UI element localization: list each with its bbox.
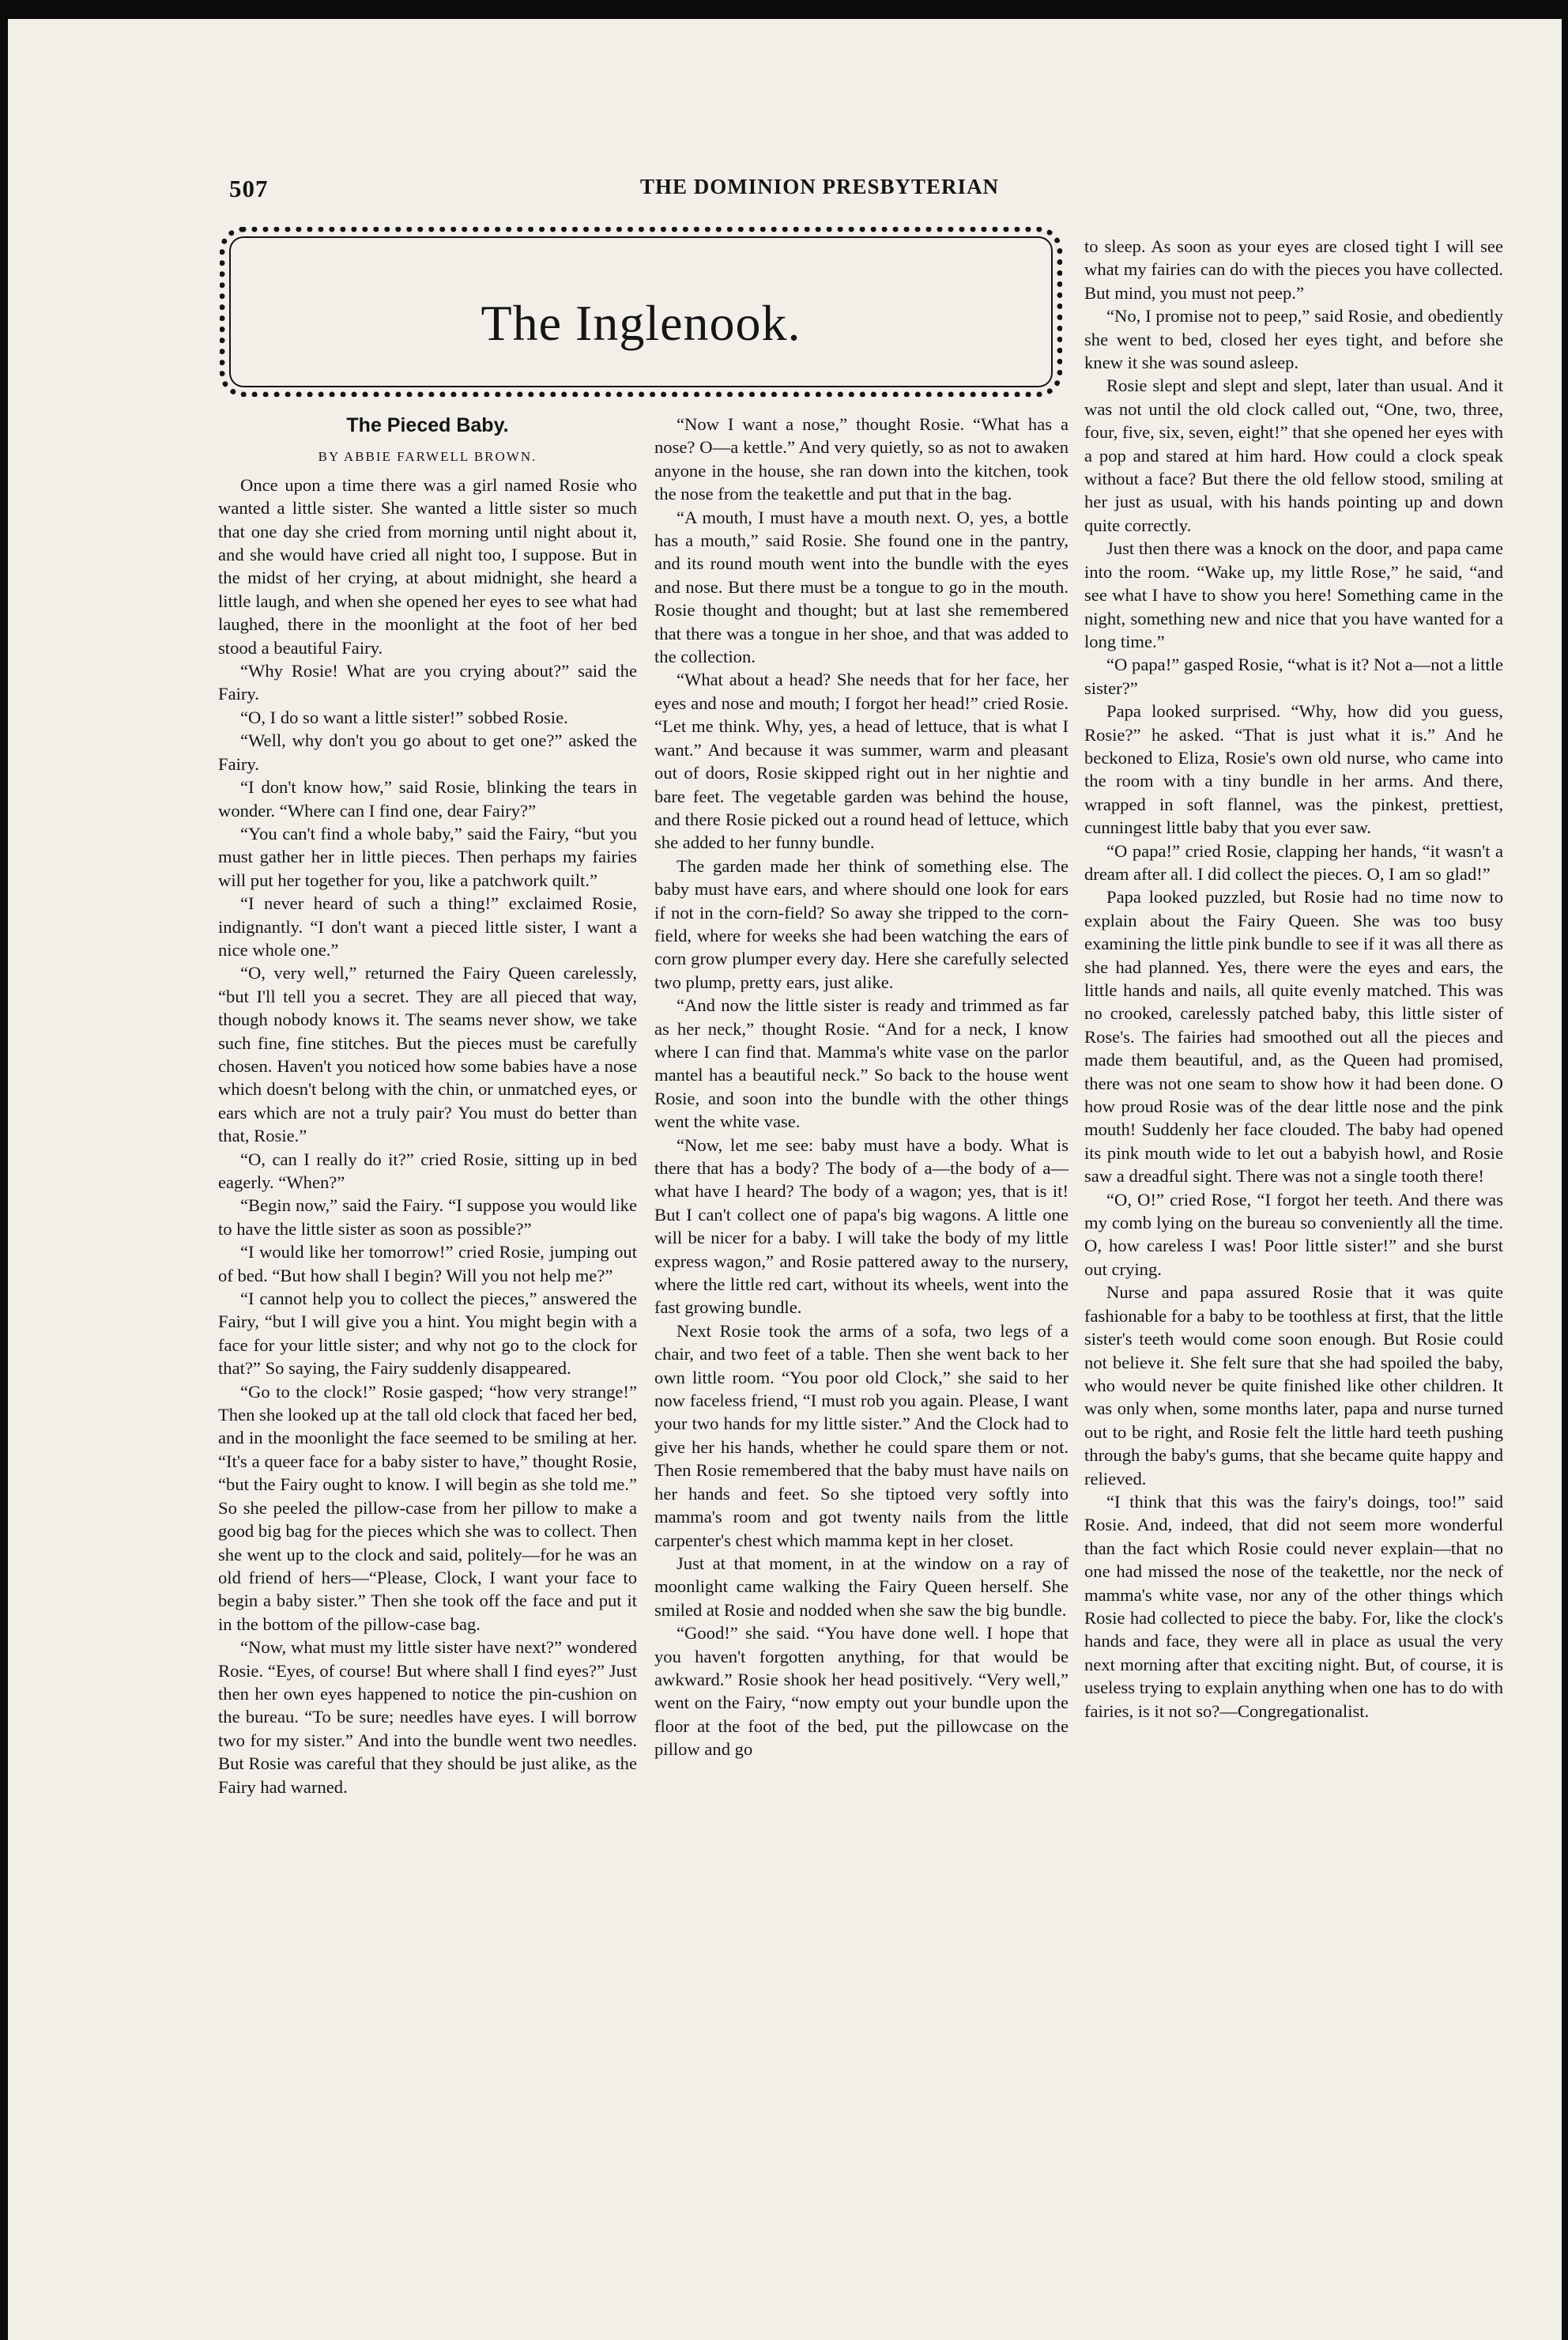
paragraph: Next Rosie took the arms of a sofa, two legs of a chair, and two feet of a table. Then she went back to her own little room. “You poor old Clock,” she said to her now faceless friend, “I must rob you again. Please, I want your two hands for my little sister.” And the Clock had to give her his hands, whether he could spare them or not. Then Rosie remembered that the baby must have nails on her hands and feet. So she tiptoed very softly into mamma's room and got twenty nails from the little carpenter's chest which mamma kept in her closet. [654, 1320, 1069, 1550]
paragraph: “And now the little sister is ready and trimmed as far as her neck,” thought Rosie. “And for a neck, I know where I can find that. Mamma's white vase on the parlor mantel has a beautiful neck.” So back to the house went Rosie, and soon into the bundle with the other things went the white vase. [654, 995, 1069, 1132]
paragraph: “Well, why don't you go about to get one?” asked the Fairy. [218, 730, 637, 774]
section-title: The Inglenook. [481, 295, 801, 351]
paragraph: “I cannot help you to collect the pieces,” answered the Fairy, “but I will give you a hint. You might begin with a face for your little sister; and why not go to the clock for that?” So saying, the Fairy suddenly disappeared. [218, 1289, 637, 1379]
column-left [218, 414, 637, 1798]
paragraph: “Now I want a nose,” thought Rosie. “What has a nose? O—a kettle.” And very quietly, so as not to awaken anyone in the house, she ran down into the kitchen, took the nose from the teakettle and put that in the bag. [654, 414, 1069, 504]
paragraph: Once upon a time there was a girl named Rosie who wanted a little sister. She wanted a little sister so much that one day she cried from morning until night about it, and she would have cried all night too, I suppose. But in the midst of her crying, at about midnight, she heard a little laugh, and when she opened her eyes to see what had laughed, there in the moonlight at the foot of her bed stood a beautiful Fairy. [218, 474, 637, 658]
story-title: The Pieced Baby. [346, 414, 509, 436]
paragraph: Just at that moment, in at the window on a ray of moonlight came walking the Fairy Queen herself. She smiled at Rosie and nodded when she saw the big bundle. [654, 1553, 1069, 1620]
paragraph: “Now, what must my little sister have next?” wondered Rosie. “Eyes, of course! But where shall I find eyes?” Just then her own eyes happened to notice the pin-cushion on the bureau. “To be sure; needles have eyes. I will borrow two for my sister.” And into the bundle went two needles. But Rosie was careful that they should be just alike, as the Fairy had warned. [218, 1637, 637, 1797]
paragraph: “A mouth, I must have a mouth next. O, yes, a bottle has a mouth,” said Rosie. She found one in the pantry, and its round mouth went into the bundle with the eyes and nose. But there must be a tongue to go in the mouth. Rosie thought and thought; but at last she remembered that there was a tongue in her shoe, and that was added to the collection. [654, 507, 1069, 667]
paragraph: “What about a head? She needs that for her face, her eyes and nose and mouth; I forgot her head!” cried Rosie. “Let me think. Why, yes, a head of lettuce, that is what I want.” And because it was summer, warm and pleasant out of doors, Rosie skipped right out in her nightie and bare feet. The vegetable garden was behind the house, and there Rosie picked out a round head of lettuce, which she added to her funny bundle. [654, 670, 1069, 853]
story-byline: BY ABBIE FARWELL BROWN. [318, 449, 537, 465]
paragraph-continuation: to sleep. As soon as your eyes are closed tight I will see what my fairies can do with the pieces you have collected. But mind, you must not peep.” [1084, 236, 1503, 303]
paragraph: “Why Rosie! What are you crying about?” said the Fairy. [218, 661, 637, 704]
paragraph: “I don't know how,” said Rosie, blinking the tears in wonder. “Where can I find one, dear Fairy?” [218, 777, 637, 821]
journal-title: THE DOMINION PRESBYTERIAN [640, 175, 1000, 198]
paragraph: “I would like her tomorrow!” cried Rosie, jumping out of bed. “But how shall I begin? Will you not help me?” [218, 1242, 637, 1285]
paragraph: “O, O!” cried Rose, “I forgot her teeth. And there was my comb lying on the bureau so conveniently all the time. O, how careless I was! Poor little sister!” and she burst out crying. [1084, 1189, 1503, 1279]
paragraph: “Good!” she said. “You have done well. I hope that you haven't forgotten anything, for that would be awkward.” Rosie shook her head positively. “Very well,” went on the Fairy, “now empty out your bundle upon the floor at the foot of the bed, put the pillowcase on the pillow and go [654, 1623, 1069, 1760]
paragraph: Rosie slept and slept and slept, later than usual. And it was not until the old clock called out, “One, two, three, four, five, six, seven, eight!” that she opened her eyes with a pop and stared at him hard. How could a clock speak without a face? But there the old fellow stood, smiling at her just as usual, with his hands pointing up and down quite correctly. [1084, 376, 1503, 535]
paragraph: “Go to the clock!” Rosie gasped; “how very strange!” Then she looked up at the tall old clock that faced her bed, and in the moonlight the face seemed to be smiling at her. “It's a queer face for a baby sister to have,” thought Rosie, “but the Fairy ought to know. I will begin as she told me.” So she peeled the pillow-case from her pillow to make a good big bag for the pieces which she was to collect. Then she went up to the clock and said, politely—for he was an old friend of hers—“Please, Clock, I want your face to begin a baby sister.” Then she took off the face and put it in the bottom of the pillow-case bag. [218, 1381, 637, 1634]
page-number: 507 [229, 175, 269, 202]
paragraph: “O, can I really do it?” cried Rosie, sitting up in bed eagerly. “When?” [218, 1149, 637, 1192]
running-head [8, 175, 1562, 206]
column-right [1084, 235, 1503, 1723]
paragraph: Just then there was a knock on the door, and papa came into the room. “Wake up, my little Rose,” he said, “and see what I have to show you here! Something came in the night, something new and nice that you have wanted for a long time.” [1084, 538, 1503, 651]
paragraph: “Now, let me see: baby must have a body. What is there that has a body? The body of a—the body of a—what have I heard? The body of a wagon; yes, that is it! But I can't collect one of papa's big wagons. A little one will be nicer for a baby. I will take the body of my little express wagon,” and Rosie pattered away to the nursery, where the little red cart, without its wheels, went into the fast growing bundle. [654, 1134, 1069, 1318]
paragraph: “I never heard of such a thing!” exclaimed Rosie, indignantly. “I don't want a pieced little sister, I want a nice whole one.” [218, 893, 637, 960]
paragraph: “I think that this was the fairy's doings, too!” said Rosie. And, indeed, that did not seem more wonderful than the fact which Rosie could never explain—that no one had missed the nose of the teakettle, nor the neck of mamma's white vase, nor any of the other things which Rosie had collected to piece the baby. For, like the clock's hands and face, they were all in place as usual the very next morning after that exciting night. But, of course, it is useless trying to explain anything when one has to do with fairies, is it not so?—Congregationalist. [1084, 1491, 1503, 1721]
paragraph: “No, I promise not to peep,” said Rosie, and obediently she went to bed, closed her eyes tight, and before she knew it she was sound asleep. [1084, 306, 1503, 373]
paragraph: Nurse and papa assured Rosie that it was quite fashionable for a baby to be toothless at first, that the little sister's teeth would come soon enough. But Rosie could not believe it. She felt sure that she had spoiled the baby, who would never be quite finished like other children. It was only when, some months later, papa and nurse turned out to be right, and Rosie felt the little hard teeth pushing through the baby's gums, that she became quite happy and relieved. [1084, 1282, 1503, 1489]
paragraph: Papa looked puzzled, but Rosie had no time now to explain about the Fairy Queen. She was too busy examining the little pink bundle to see if it was all there as she had planned. Yes, there were the eyes and ears, the little hands and nails, all quite evenly matched. This was no crooked, carelessly patched baby, this little sister of Rose's. The fairies had smoothed out all the pieces and made them beautiful, and, as the Queen had promised, there was not one seam to show how it had been done. O how proud Rosie was of the dear little nose and the pink mouth! Suddenly her face clouded. The baby had opened its pink mouth wide to let out a babyish howl, and Rosie saw a dreadful sight. There was not a single tooth there! [1084, 887, 1503, 1187]
paragraph: The garden made her think of something else. The baby must have ears, and where should one look for ears if not in the corn-field? So away she tripped to the corn-field, where for weeks she had been watching the ears of corn grow plumper every day. Here she carefully selected two plump, pretty ears, just alike. [654, 855, 1069, 992]
paragraph: “O papa!” cried Rosie, clapping her hands, “it wasn't a dream after all. I did collect the pieces. O, I am so glad!” [1084, 840, 1503, 884]
column-middle [654, 413, 1069, 1761]
newspaper-page [8, 19, 1562, 2340]
paragraph: “O, I do so want a little sister!” sobbed Rosie. [240, 707, 568, 727]
paragraph: “O papa!” gasped Rosie, “what is it? Not a—not a little sister?” [1084, 655, 1503, 698]
paragraph: Papa looked surprised. “Why, how did you guess, Rosie?” he asked. “That is just what it is.” And he beckoned to Eliza, Rosie's own old nurse, who came into the room with a tiny bundle in her arms. And there, wrapped in soft flannel, was the pinkest, prettiest, cunningest little baby that you ever saw. [1084, 701, 1503, 838]
paragraph: “You can't find a whole baby,” said the Fairy, “but you must gather her in little pieces. Then perhaps my fairies will put her together for you, like a patchwork quilt.” [218, 823, 637, 890]
paragraph: “Begin now,” said the Fairy. “I suppose you would like to have the little sister as soon as possible?” [218, 1195, 637, 1239]
section-banner [220, 227, 1062, 397]
paragraph: “O, very well,” returned the Fairy Queen carelessly, “but I'll tell you a secret. They are all pieced that way, though nobody knows it. The seams never show, we take such fine, fine stitches. But the pieces must be carefully chosen. Haven't you noticed how some babies have a nose which doesn't belong with the chin, or unmatched eyes, or ears which are not a truly pair? You must do better than that, Rosie.” [218, 963, 637, 1146]
